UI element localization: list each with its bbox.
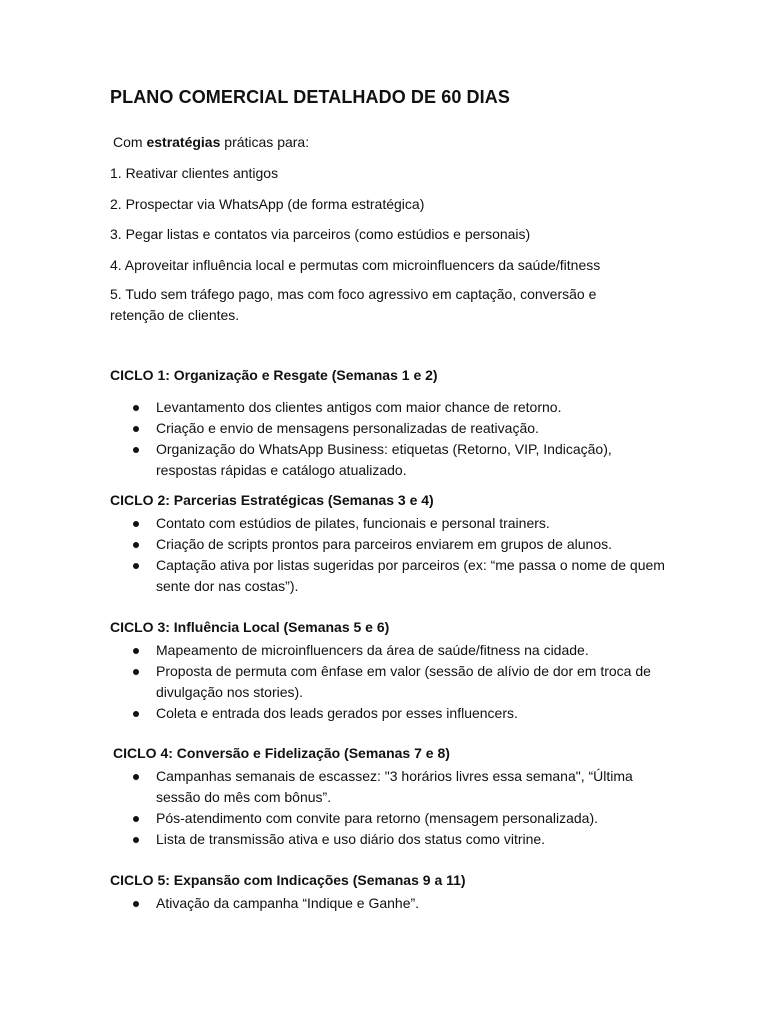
cycle-list — [110, 766, 670, 850]
list-item-text: Proposta de permuta com ênfase em valor (sessão de alívio de dor em troca de divulgação nos stories). — [156, 663, 651, 700]
list-item — [110, 534, 670, 555]
bullet-icon — [133, 521, 139, 527]
list-item-text: Coleta e entrada dos leads gerados por esses influencers. — [156, 705, 518, 721]
objective-item: 1. Reativar clientes antigos — [110, 165, 279, 181]
cycle-list — [110, 397, 670, 481]
bullet-icon — [133, 901, 139, 907]
intro-bold-word: estratégias — [146, 134, 221, 150]
list-item — [110, 703, 670, 724]
bullet-icon — [133, 542, 139, 548]
cycle-list — [110, 893, 670, 914]
list-item — [110, 661, 670, 703]
cycle-heading: CICLO 4: Conversão e Fidelização (Semanas 7 e 8) — [113, 745, 450, 761]
document-title: PLANO COMERCIAL DETALHADO DE 60 DIAS — [110, 87, 510, 107]
list-item — [110, 513, 670, 534]
bullet-icon — [133, 648, 139, 654]
cycle-list — [110, 513, 670, 597]
bullet-icon — [133, 447, 139, 453]
list-item — [110, 766, 670, 808]
cycle-heading: CICLO 2: Parcerias Estratégicas (Semanas 3 e 4) — [110, 492, 434, 508]
list-item-text: Criação e envio de mensagens personalizadas de reativação. — [156, 420, 539, 436]
list-item-text: Pós-atendimento com convite para retorno (mensagem personalizada). — [156, 810, 599, 826]
bullet-icon — [133, 774, 139, 780]
list-item — [110, 640, 670, 661]
cycle-heading: CICLO 3: Influência Local (Semanas 5 e 6) — [110, 619, 390, 635]
list-item — [110, 829, 670, 850]
bullet-icon — [133, 711, 139, 717]
list-item-text: Criação de scripts prontos para parceiros enviarem em grupos de alunos. — [156, 536, 613, 552]
list-item-text: Campanhas semanais de escassez: "3 horários livres essa semana", “Última sessão do mês com bônus”. — [156, 768, 633, 805]
bullet-icon — [133, 837, 139, 843]
list-item-text: Organização do WhatsApp Business: etiquetas (Retorno, VIP, Indicação), respostas rápidas e catálogo atualizado. — [156, 441, 612, 478]
list-item-text: Ativação da campanha “Indique e Ganhe”. — [156, 895, 420, 911]
bullet-icon — [133, 816, 139, 822]
objective-item: 2. Prospectar via WhatsApp (de forma estratégica) — [110, 196, 425, 212]
bullet-icon — [133, 426, 139, 432]
objective-item: 5. Tudo sem tráfego pago, mas com foco agressivo em captação, conversão e retenção de clientes. — [110, 286, 597, 323]
cycle-heading: CICLO 1: Organização e Resgate (Semanas 1 e 2) — [110, 367, 438, 383]
intro-prefix: Com — [113, 134, 147, 150]
list-item-text: Mapeamento de microinfluencers da área de saúde/fitness na cidade. — [156, 642, 589, 658]
list-item — [110, 397, 670, 418]
list-item-text: Contato com estúdios de pilates, funcionais e personal trainers. — [156, 515, 550, 531]
cycle-heading: CICLO 5: Expansão com Indicações (Semanas 9 a 11) — [110, 872, 466, 888]
list-item-text: Levantamento dos clientes antigos com maior chance de retorno. — [156, 399, 562, 415]
bullet-icon — [133, 405, 139, 411]
list-item-text: Lista de transmissão ativa e uso diário dos status como vitrine. — [156, 831, 546, 847]
list-item — [110, 555, 670, 597]
objective-item: 4. Aproveitar influência local e permutas com microinfluencers da saúde/fitness — [110, 257, 601, 273]
list-item — [110, 418, 670, 439]
bullet-icon — [133, 669, 139, 675]
list-item — [110, 439, 670, 481]
list-item-text: Captação ativa por listas sugeridas por parceiros (ex: “me passa o nome de quem sente dor nas costas”). — [156, 557, 665, 594]
objective-item: 3. Pegar listas e contatos via parceiros (como estúdios e personais) — [110, 226, 531, 242]
list-item — [110, 808, 670, 829]
bullet-icon — [133, 563, 139, 569]
intro-suffix: práticas para: — [220, 134, 310, 150]
cycle-list — [110, 640, 670, 724]
intro-line — [113, 134, 309, 150]
list-item — [110, 893, 670, 914]
